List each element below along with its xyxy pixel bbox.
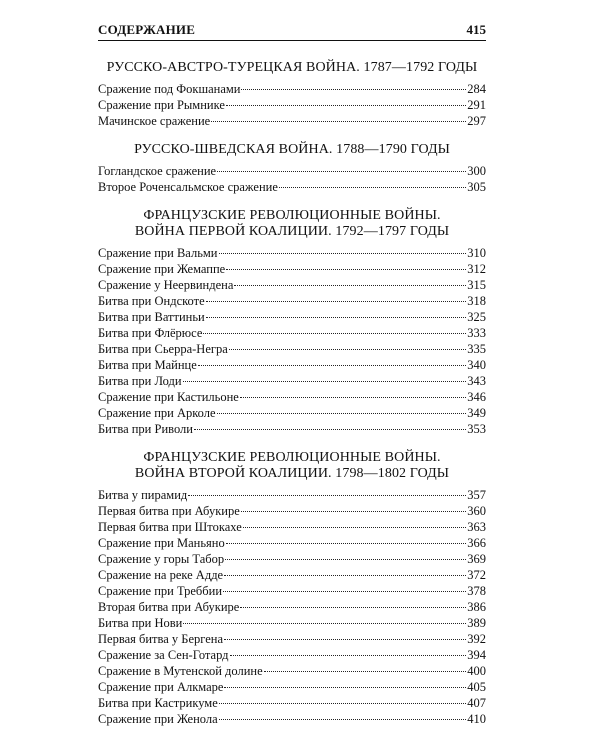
toc-entry bbox=[98, 695, 486, 711]
header-title: СОДЕРЖАНИЕ bbox=[98, 22, 196, 37]
dot-leader bbox=[240, 607, 466, 608]
entry-page-number: 386 bbox=[467, 600, 486, 614]
entry-title: Второе Роченсальмское сражение bbox=[98, 180, 278, 194]
entry-title: Сражение на реке Адде bbox=[98, 568, 224, 582]
entry-page-number: 378 bbox=[467, 584, 486, 598]
entry-page-number: 349 bbox=[467, 406, 486, 420]
dot-leader bbox=[183, 381, 467, 382]
entry-page-number: 284 bbox=[467, 82, 486, 96]
dot-leader bbox=[223, 591, 466, 592]
dot-leader bbox=[234, 285, 466, 286]
dot-leader bbox=[198, 365, 466, 366]
entry-page-number: 394 bbox=[467, 648, 486, 662]
entry-title: Битва при Сьерра-Негра bbox=[98, 342, 228, 356]
toc-entry bbox=[98, 647, 486, 663]
toc-entry bbox=[98, 503, 486, 519]
entry-title: Сражение у Неервиндена bbox=[98, 278, 234, 292]
toc-entry bbox=[98, 163, 486, 179]
dot-leader bbox=[279, 187, 466, 188]
section-heading: РУССКО-ШВЕДСКАЯ ВОЙНА. 1788—1790 ГОДЫ bbox=[134, 142, 450, 157]
dot-leader bbox=[241, 89, 466, 90]
dot-leader bbox=[206, 301, 467, 302]
entry-title: Первая битва при Абукире bbox=[98, 504, 240, 518]
toc-entry bbox=[98, 325, 486, 341]
dot-leader bbox=[224, 639, 466, 640]
entry-title: Битва при Флёрюсе bbox=[98, 326, 203, 340]
entry-page-number: 340 bbox=[467, 358, 486, 372]
entry-title: Первая битва у Бергена bbox=[98, 632, 224, 646]
entry-title: Мачинское сражение bbox=[98, 114, 211, 128]
entry-page-number: 389 bbox=[467, 616, 486, 630]
dot-leader bbox=[219, 703, 466, 704]
dot-leader bbox=[206, 317, 466, 318]
table-of-contents bbox=[98, 60, 486, 727]
entry-title: Сражение при Жемаппе bbox=[98, 262, 226, 276]
dot-leader bbox=[194, 429, 466, 430]
dot-leader bbox=[226, 543, 467, 544]
section-heading: РУССКО-АВСТРО-ТУРЕЦКАЯ ВОЙНА. 1787—1792 ГОДЫ bbox=[106, 60, 478, 75]
dot-leader bbox=[183, 623, 466, 624]
dot-leader bbox=[217, 171, 466, 172]
dot-leader bbox=[229, 349, 466, 350]
entry-title: Битва при Лоди bbox=[98, 374, 182, 388]
dot-leader bbox=[211, 121, 466, 122]
entry-title: Сражение при Маньяно bbox=[98, 536, 225, 550]
entry-page-number: 363 bbox=[467, 520, 486, 534]
toc-entry bbox=[98, 663, 486, 679]
section-spacer bbox=[98, 129, 486, 142]
dot-leader bbox=[203, 333, 466, 334]
running-header bbox=[98, 22, 486, 41]
entry-title: Сражение при Рымнике bbox=[98, 98, 225, 112]
entry-title: Вторая битва при Абукире bbox=[98, 600, 240, 614]
section-spacer bbox=[98, 195, 486, 208]
dot-leader bbox=[226, 269, 466, 270]
entry-title: Сражение за Сен-Готард bbox=[98, 648, 229, 662]
entry-page-number: 315 bbox=[467, 278, 486, 292]
section-heading: ФРАНЦУЗСКИЕ РЕВОЛЮЦИОННЫЕ ВОЙНЫ. bbox=[143, 208, 441, 223]
section-heading: ВОЙНА ВТОРОЙ КОАЛИЦИИ. 1798—1802 ГОДЫ bbox=[134, 466, 450, 481]
toc-entry bbox=[98, 711, 486, 727]
toc-entry bbox=[98, 179, 486, 195]
toc-entry bbox=[98, 341, 486, 357]
toc-entry bbox=[98, 261, 486, 277]
entry-title: Битва при Кастрикуме bbox=[98, 696, 218, 710]
entry-title: Битва при Майнце bbox=[98, 358, 197, 372]
toc-entry bbox=[98, 421, 486, 437]
toc-entry bbox=[98, 583, 486, 599]
entry-title: Сражение при Вальми bbox=[98, 246, 218, 260]
entry-page-number: 346 bbox=[467, 390, 486, 404]
toc-entry bbox=[98, 615, 486, 631]
entry-title: Первая битва при Штокахе bbox=[98, 520, 242, 534]
entry-page-number: 325 bbox=[467, 310, 486, 324]
entry-title: Сражение в Мутенской долине bbox=[98, 664, 263, 678]
entry-title: Битва при Риволи bbox=[98, 422, 193, 436]
toc-entry bbox=[98, 405, 486, 421]
entry-title: Сражение при Алкмаре bbox=[98, 680, 224, 694]
dot-leader bbox=[243, 527, 467, 528]
entry-title: Сражение при Арколе bbox=[98, 406, 216, 420]
toc-entry bbox=[98, 679, 486, 695]
entry-page-number: 333 bbox=[467, 326, 486, 340]
entry-title: Битва при Ондскоте bbox=[98, 294, 205, 308]
toc-entry bbox=[98, 389, 486, 405]
entry-page-number: 300 bbox=[467, 164, 486, 178]
dot-leader bbox=[225, 559, 466, 560]
toc-entry bbox=[98, 519, 486, 535]
entry-page-number: 392 bbox=[467, 632, 486, 646]
toc-section bbox=[98, 450, 486, 727]
toc-entry bbox=[98, 357, 486, 373]
dot-leader bbox=[224, 575, 466, 576]
dot-leader bbox=[230, 655, 467, 656]
entry-page-number: 312 bbox=[467, 262, 486, 276]
entry-page-number: 291 bbox=[467, 98, 486, 112]
header-page-number: 415 bbox=[466, 22, 486, 37]
dot-leader bbox=[241, 511, 467, 512]
dot-leader bbox=[217, 413, 467, 414]
section-heading: ВОЙНА ПЕРВОЙ КОАЛИЦИИ. 1792—1797 ГОДЫ bbox=[134, 224, 450, 239]
entry-page-number: 405 bbox=[467, 680, 486, 694]
dot-leader bbox=[224, 687, 466, 688]
toc-entry bbox=[98, 309, 486, 325]
entry-page-number: 297 bbox=[467, 114, 486, 128]
entry-page-number: 369 bbox=[467, 552, 486, 566]
dot-leader bbox=[240, 397, 466, 398]
toc-entry bbox=[98, 535, 486, 551]
toc-entry bbox=[98, 81, 486, 97]
entry-title: Битва при Ваттиньи bbox=[98, 310, 205, 324]
dot-leader bbox=[264, 671, 467, 672]
toc-entry bbox=[98, 487, 486, 503]
dot-leader bbox=[219, 253, 467, 254]
entry-page-number: 372 bbox=[467, 568, 486, 582]
entry-page-number: 360 bbox=[467, 504, 486, 518]
toc-entry bbox=[98, 567, 486, 583]
toc-entry bbox=[98, 373, 486, 389]
entry-title: Гогландское сражение bbox=[98, 164, 217, 178]
entry-page-number: 410 bbox=[467, 712, 486, 726]
section-heading: ФРАНЦУЗСКИЕ РЕВОЛЮЦИОННЫЕ ВОЙНЫ. bbox=[143, 450, 441, 465]
toc-entry bbox=[98, 599, 486, 615]
toc-entry bbox=[98, 551, 486, 567]
dot-leader bbox=[226, 105, 466, 106]
toc-section bbox=[98, 60, 486, 129]
toc-entry bbox=[98, 293, 486, 309]
dot-leader bbox=[188, 495, 466, 496]
entry-page-number: 353 bbox=[467, 422, 486, 436]
entry-page-number: 318 bbox=[467, 294, 486, 308]
entry-title: Сражение при Треббии bbox=[98, 584, 223, 598]
section-spacer bbox=[98, 437, 486, 450]
entry-page-number: 343 bbox=[467, 374, 486, 388]
entry-page-number: 407 bbox=[467, 696, 486, 710]
entry-title: Сражение при Кастильоне bbox=[98, 390, 239, 404]
entry-title: Сражение при Женола bbox=[98, 712, 218, 726]
toc-entry bbox=[98, 113, 486, 129]
entry-page-number: 310 bbox=[467, 246, 486, 260]
toc-entry bbox=[98, 631, 486, 647]
dot-leader bbox=[219, 719, 467, 720]
toc-entry bbox=[98, 97, 486, 113]
toc-section bbox=[98, 208, 486, 437]
toc-section bbox=[98, 142, 486, 195]
entry-page-number: 400 bbox=[467, 664, 486, 678]
toc-entry bbox=[98, 245, 486, 261]
entry-page-number: 305 bbox=[467, 180, 486, 194]
entry-title: Битва у пирамид bbox=[98, 488, 188, 502]
entry-title: Сражение под Фокшанами bbox=[98, 82, 241, 96]
toc-entry bbox=[98, 277, 486, 293]
entry-title: Сражение у горы Табор bbox=[98, 552, 225, 566]
entry-title: Битва при Нови bbox=[98, 616, 183, 630]
entry-page-number: 357 bbox=[467, 488, 486, 502]
entry-page-number: 366 bbox=[467, 536, 486, 550]
entry-page-number: 335 bbox=[467, 342, 486, 356]
